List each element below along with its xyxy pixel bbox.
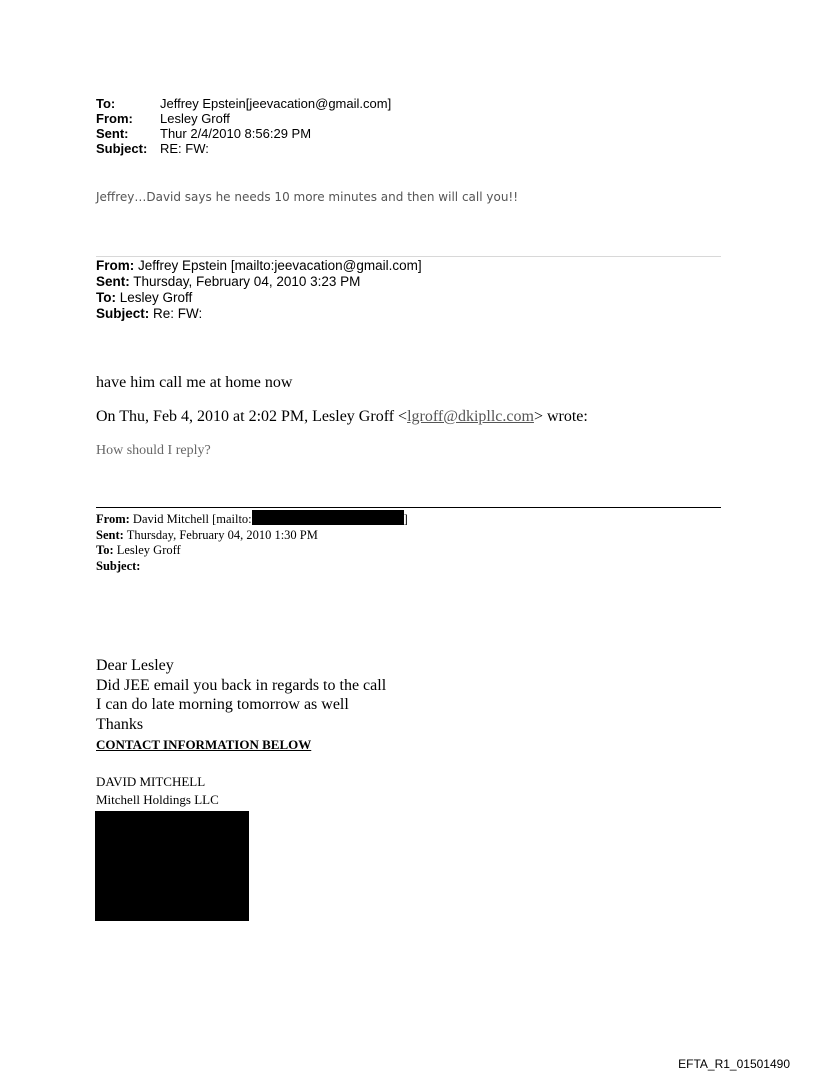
divider-dark <box>96 507 721 508</box>
header-subject-row <box>96 141 391 156</box>
message-home-call: have him call me at home now <box>96 374 293 391</box>
from-value: Lesley Groff <box>160 111 230 126</box>
header-sent-row <box>96 126 391 141</box>
subject-label: Subject: <box>96 141 148 156</box>
document-id: EFTA_R1_01501490 <box>678 1057 790 1071</box>
divider-light <box>96 256 721 257</box>
forward-header-1 <box>96 258 422 322</box>
forward-header-2 <box>96 510 408 574</box>
sent-value: Thur 2/4/2010 8:56:29 PM <box>160 126 312 141</box>
reply-message: Jeffrey…David says he needs 10 more minutes and then will call you!! <box>96 190 519 204</box>
to-label: To: <box>96 96 116 111</box>
signature-company: Mitchell Holdings LLC <box>96 792 219 807</box>
subject-value: RE: FW: <box>160 141 209 156</box>
fw1-from-row: From: Jeffrey Epstein [mailto:jeevacation@gmail.com] <box>96 258 422 273</box>
body-line: Dear Lesley <box>96 657 174 674</box>
from-label: From: <box>96 111 133 126</box>
fw1-subject-row: Subject: Re: FW: <box>96 306 203 321</box>
fw1-sent-row: Sent: Thursday, February 04, 2010 3:23 PM <box>96 274 361 289</box>
body-line: I can do late morning tomorrow as well <box>96 696 349 713</box>
fw2-subject-row: Subject: <box>96 558 141 573</box>
redaction-box <box>252 510 404 525</box>
body-line: Did JEE email you back in regards to the call <box>96 676 387 694</box>
contact-heading: CONTACT INFORMATION BELOW <box>96 737 312 752</box>
header-from-row <box>96 111 391 126</box>
signature-block <box>96 773 219 809</box>
fw2-sent-row: Sent: Thursday, February 04, 2010 1:30 PM <box>96 527 318 542</box>
signature-name: DAVID MITCHELL <box>96 774 206 789</box>
message-body <box>96 656 386 734</box>
email-link[interactable]: lgroff@dkipllc.com <box>407 408 534 425</box>
fw2-from-row: From: David Mitchell [mailto: ] <box>96 512 408 526</box>
redaction-block <box>95 811 249 921</box>
quoted-question: How should I reply? <box>96 443 211 458</box>
sent-label: Sent: <box>96 126 129 141</box>
quote-intro: On Thu, Feb 4, 2010 at 2:02 PM, Lesley Groff <lgroff@dkipllc.com> wrote: <box>96 408 588 425</box>
body-line: Thanks <box>96 715 144 733</box>
fw1-to-row: To: Lesley Groff <box>96 290 193 305</box>
header-to-row <box>96 96 391 111</box>
to-value: Jeffrey Epstein[jeevacation@gmail.com] <box>160 96 392 111</box>
fw2-to-row: To: Lesley Groff <box>96 543 181 557</box>
email-header <box>96 96 391 156</box>
